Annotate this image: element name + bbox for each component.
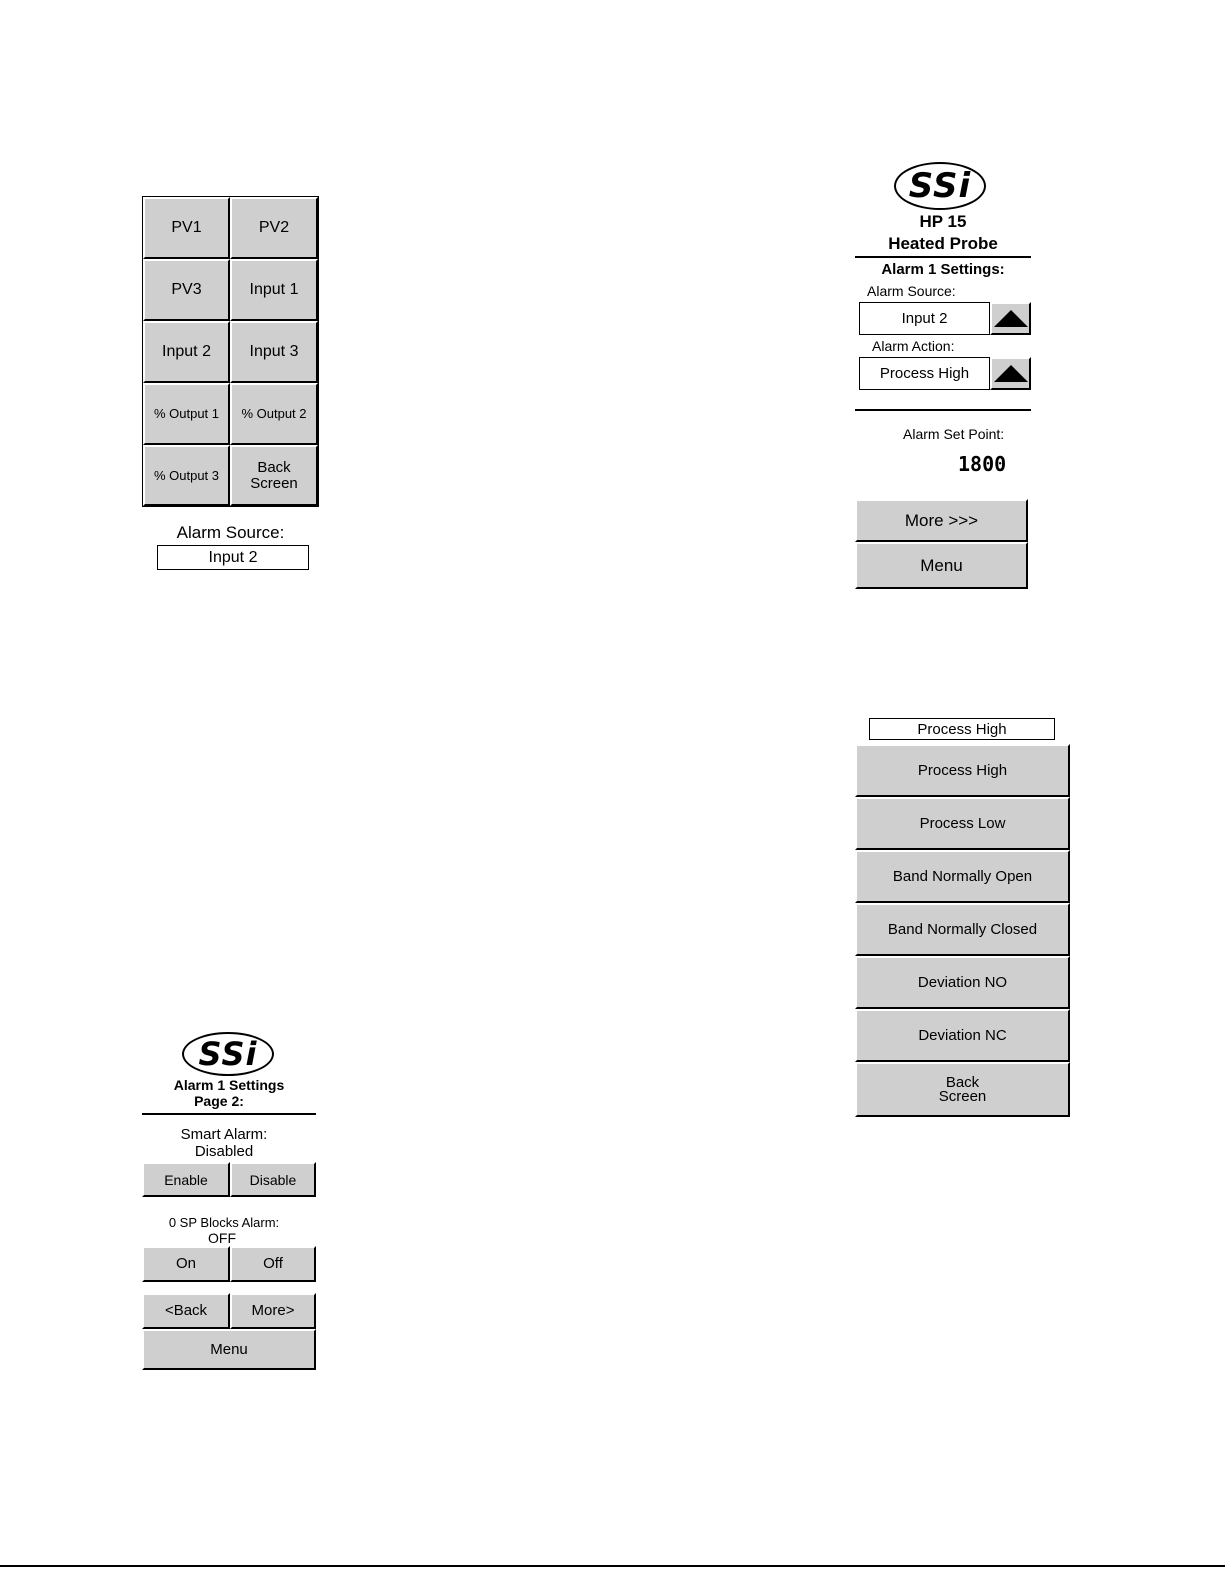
set-point-value[interactable]: 1800	[958, 452, 1007, 476]
page2-divider	[142, 1113, 316, 1115]
back-button[interactable]: <Back	[142, 1293, 230, 1329]
set-point-label: Alarm Set Point:	[903, 426, 1005, 442]
source-output2-button[interactable]: % Output 2	[230, 383, 318, 445]
ssi-logo: SSi	[894, 162, 986, 210]
source-output3-button[interactable]: % Output 3	[143, 445, 230, 506]
action-band-normally-closed-button[interactable]: Band Normally Closed	[855, 903, 1070, 956]
on-button[interactable]: On	[142, 1246, 230, 1282]
sp-blocks-value: OFF	[208, 1230, 236, 1246]
more-page-button[interactable]: More>	[230, 1293, 316, 1329]
source-value-field: Input 2	[157, 545, 309, 570]
page2-title-line1: Alarm 1 Settings	[173, 1077, 285, 1093]
source-pv1-button[interactable]: PV1	[143, 197, 230, 259]
alarm-source-arrow-button[interactable]	[990, 302, 1031, 335]
action-selected-field: Process High	[869, 718, 1055, 740]
source-output1-button[interactable]: % Output 1	[143, 383, 230, 445]
up-arrow-icon	[994, 365, 1028, 382]
disable-button[interactable]: Disable	[230, 1162, 316, 1197]
sp-blocks-label: 0 SP Blocks Alarm:	[168, 1215, 280, 1230]
alarm-action-label: Alarm Action:	[872, 338, 955, 354]
product-title: Heated Probe	[888, 234, 998, 253]
alarm-action-arrow-button[interactable]	[990, 357, 1031, 390]
action-process-high-button[interactable]: Process High	[855, 744, 1070, 797]
up-arrow-icon	[994, 310, 1028, 327]
setpoint-divider	[855, 409, 1031, 411]
alarm-source-label: Alarm Source:	[867, 283, 956, 299]
smart-alarm-value: Disabled	[194, 1143, 254, 1160]
ssi-logo-page2: SSi	[182, 1032, 274, 1076]
source-pv3-button[interactable]: PV3	[143, 259, 230, 321]
menu-page2-button[interactable]: Menu	[142, 1329, 316, 1370]
off-button[interactable]: Off	[230, 1246, 316, 1282]
action-band-normally-open-button[interactable]: Band Normally Open	[855, 850, 1070, 903]
model-title: HP 15	[919, 212, 967, 231]
alarm-action-field: Process High	[859, 357, 990, 390]
header-divider	[855, 256, 1031, 258]
source-caption: Alarm Source:	[176, 523, 285, 542]
smart-alarm-label: Smart Alarm:	[180, 1126, 268, 1143]
action-deviation-no-button[interactable]: Deviation NO	[855, 956, 1070, 1009]
page2-title-line2: Page 2:	[194, 1093, 244, 1109]
action-deviation-nc-button[interactable]: Deviation NC	[855, 1009, 1070, 1062]
source-input1-button[interactable]: Input 1	[230, 259, 318, 321]
action-back-screen-button[interactable]: Back Screen	[855, 1062, 1070, 1117]
source-input2-button[interactable]: Input 2	[143, 321, 230, 383]
action-process-low-button[interactable]: Process Low	[855, 797, 1070, 850]
source-back-screen-button[interactable]: Back Screen	[230, 445, 318, 506]
source-pv2-button[interactable]: PV2	[230, 197, 318, 259]
source-input3-button[interactable]: Input 3	[230, 321, 318, 383]
enable-button[interactable]: Enable	[142, 1162, 230, 1197]
menu-button[interactable]: Menu	[855, 542, 1028, 589]
more-button[interactable]: More >>>	[855, 499, 1028, 542]
alarm-source-field: Input 2	[859, 302, 990, 335]
page-bottom-rule	[0, 1565, 1225, 1567]
section-title: Alarm 1 Settings:	[881, 261, 1005, 278]
